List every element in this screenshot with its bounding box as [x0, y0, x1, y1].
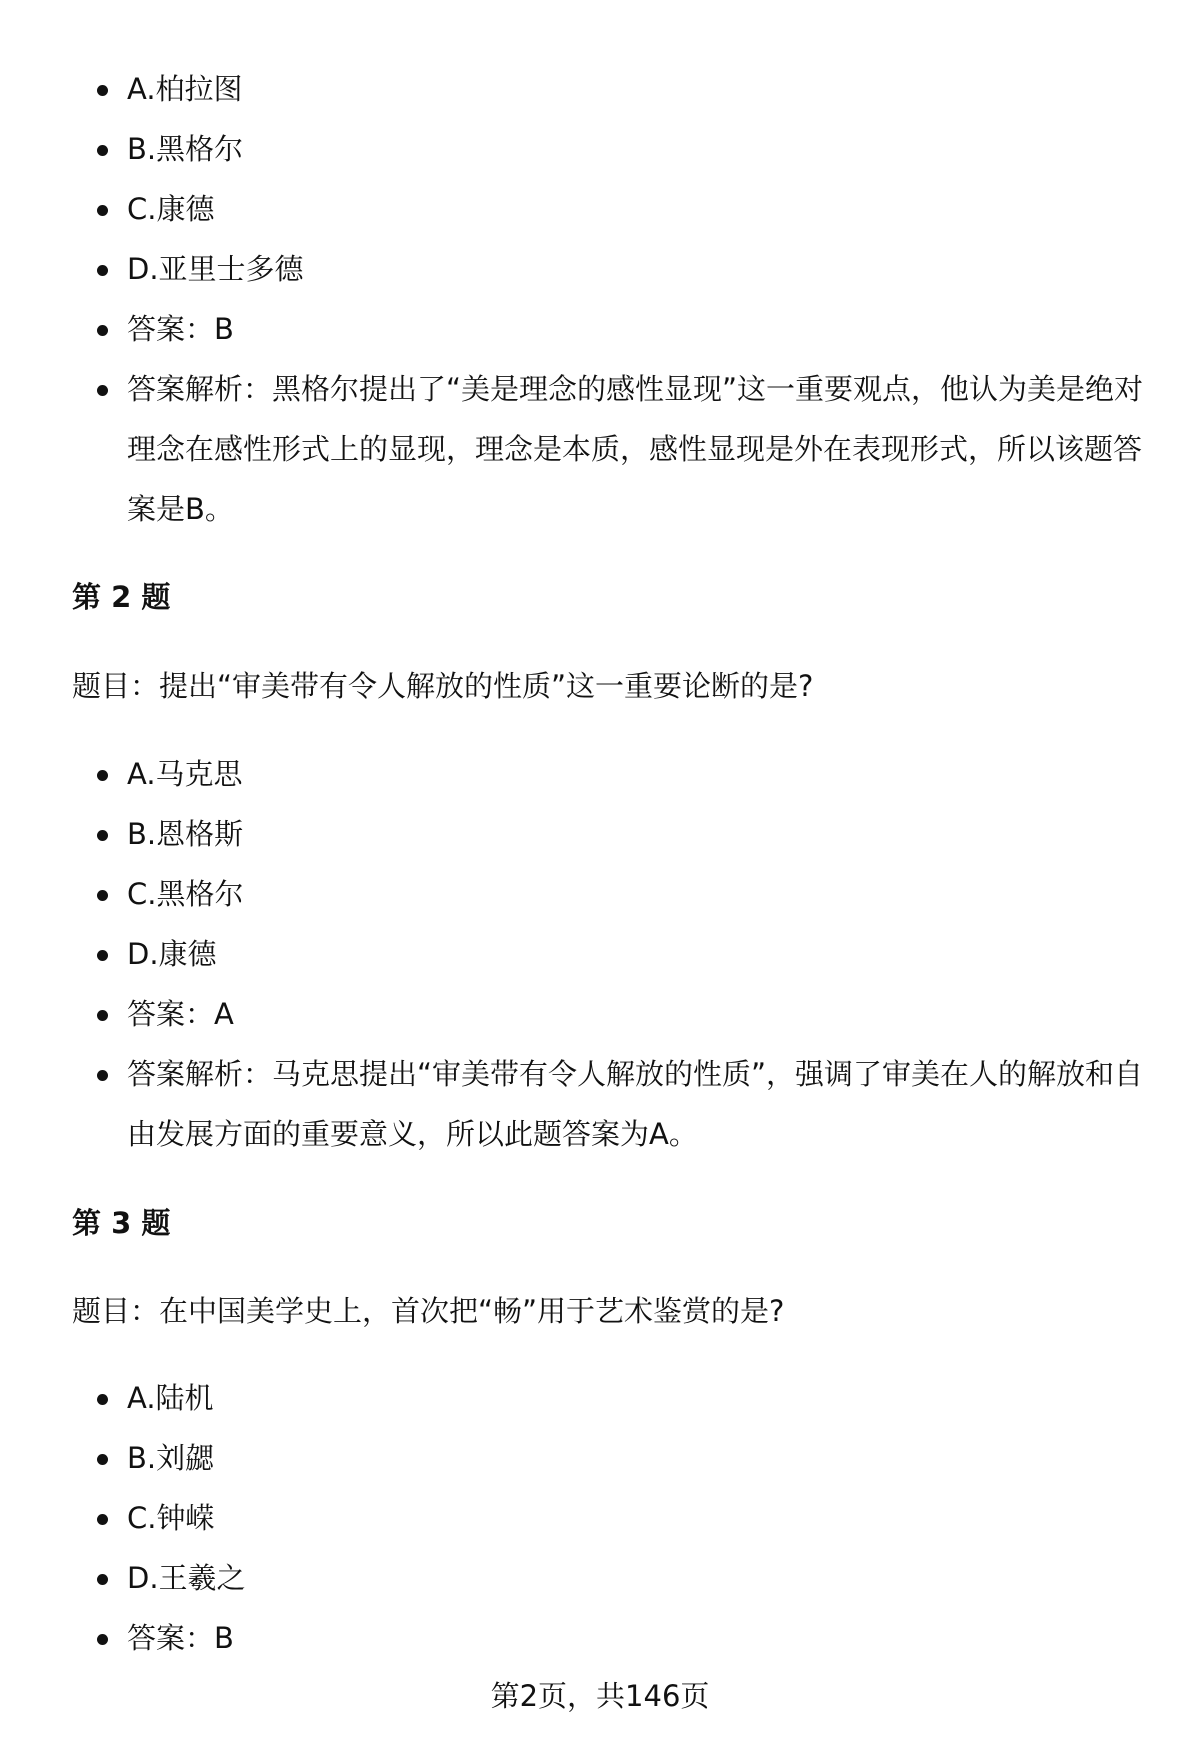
list-item: [0, 744, 1147, 804]
list-item: [0, 299, 1147, 359]
option-c: C.钟嵘: [127, 1501, 215, 1535]
list-item: [0, 119, 1147, 179]
option-b: B.刘勰: [127, 1441, 215, 1475]
bullet-icon: [97, 1514, 108, 1525]
question-text: 题目：提出“审美带有令人解放的性质”这一重要论断的是?: [72, 669, 814, 703]
option-b: B.黑格尔: [127, 132, 244, 166]
list-item: [0, 864, 1147, 924]
list-item: [0, 239, 1147, 299]
option-c: C.黑格尔: [127, 877, 244, 911]
option-b: B.恩格斯: [127, 817, 244, 851]
answer-analysis: 答案解析：黑格尔提出了“美是理念的感性显现”这一重要观点，他认为美是绝对理念在感性形式上的显现，理念是本质，感性显现是外在表现形式，所以该题答案是B。: [127, 372, 1144, 526]
list-item: [0, 1608, 1147, 1668]
bullet-icon: [97, 1454, 108, 1465]
list-item: [0, 1488, 1147, 1548]
list-item: [0, 1548, 1147, 1608]
list-item: [0, 1428, 1147, 1488]
bullet-icon: [97, 1394, 108, 1405]
bullet-icon: [97, 1634, 108, 1645]
option-c: C.康德: [127, 192, 215, 226]
bullet-icon: [97, 205, 108, 216]
list-item: [0, 359, 1147, 539]
question-text: 题目：在中国美学史上，首次把“畅”用于艺术鉴赏的是?: [72, 1294, 785, 1328]
page-number-footer: 第2页，共146页: [490, 1679, 710, 1713]
option-a: A.马克思: [127, 757, 243, 791]
list-item: [0, 984, 1147, 1044]
list-item: [0, 1368, 1147, 1428]
bullet-icon: [97, 950, 108, 961]
q2-option-list: [0, 744, 1147, 1164]
question-heading: 第 3 题: [72, 1206, 171, 1240]
option-d: D.亚里士多德: [127, 252, 304, 286]
bullet-icon: [97, 265, 108, 276]
bullet-icon: [97, 1010, 108, 1021]
q1-option-list: [0, 59, 1147, 539]
bullet-icon: [97, 1574, 108, 1585]
bullet-icon: [97, 770, 108, 781]
answer-analysis: 答案解析：马克思提出“审美带有令人解放的性质”，强调了审美在人的解放和自由发展方面的重要意义，所以此题答案为A。: [127, 1057, 1144, 1151]
question-heading: 第 2 题: [72, 580, 171, 614]
list-item: [0, 804, 1147, 864]
answer: 答案：B: [127, 1621, 234, 1655]
bullet-icon: [97, 325, 108, 336]
list-item: [0, 924, 1147, 984]
answer: 答案：A: [127, 997, 234, 1031]
bullet-icon: [97, 830, 108, 841]
option-d: D.康德: [127, 937, 217, 971]
bullet-icon: [97, 890, 108, 901]
answer: 答案：B: [127, 312, 234, 346]
option-d: D.王羲之: [127, 1561, 246, 1595]
bullet-icon: [97, 145, 108, 156]
q3-option-list: [0, 1368, 1147, 1668]
list-item: [0, 59, 1147, 119]
bullet-icon: [97, 385, 108, 396]
option-a: A.柏拉图: [127, 72, 243, 106]
bullet-icon: [97, 85, 108, 96]
list-item: [0, 1044, 1147, 1164]
option-a: A.陆机: [127, 1381, 214, 1415]
bullet-icon: [97, 1070, 108, 1081]
list-item: [0, 179, 1147, 239]
